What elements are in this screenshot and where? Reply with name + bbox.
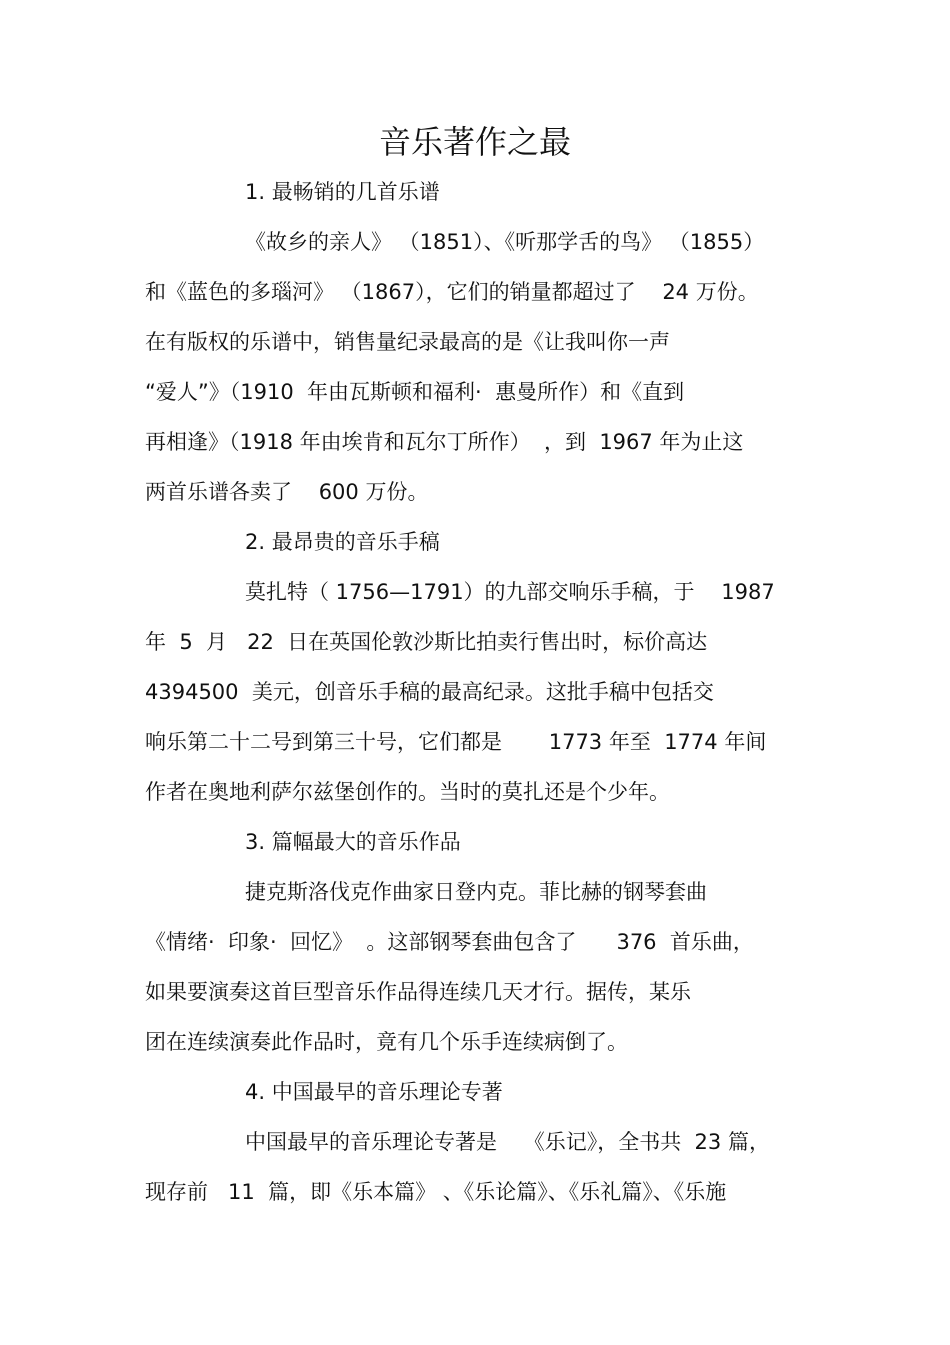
paragraph-line: 如果要演奏这首巨型音乐作品得连续几天才行。据传，某乐 (145, 980, 691, 1004)
paragraph-line: 现存前 11 篇，即《乐本篇》 、《乐论篇》、《乐礼篇》、《乐施 (145, 1180, 727, 1204)
paragraph-line: 4394500 美元，创音乐手稿的最高纪录。这批手稿中包括交 (145, 680, 714, 704)
section-heading-3: 3. 篇幅最大的音乐作品 (245, 830, 461, 854)
paragraph-line: 年 5 月 22 日在英国伦敦沙斯比拍卖行售出时，标价高达 (145, 630, 708, 654)
paragraph-line: “爱人”》（1910 年由瓦斯顿和福利· 惠曼所作）和《直到 (145, 380, 685, 404)
paragraph-line: 莫扎特（ 1756—1791）的九部交响乐手稿，于 1987 (245, 580, 775, 604)
paragraph-line: 捷克斯洛伐克作曲家日登内克。菲比赫的钢琴套曲 (245, 880, 707, 904)
paragraph-line: 在有版权的乐谱中，销售量纪录最高的是《让我叫你一声 (145, 330, 670, 354)
paragraph-line: 和《蓝色的多瑙河》 （1867），它们的销量都超过了 24 万份。 (145, 280, 759, 304)
paragraph-line: 响乐第二十二号到第三十号，它们都是 1773 年至 1774 年间 (145, 730, 767, 754)
paragraph-line: 两首乐谱各卖了 600 万份。 (145, 480, 429, 504)
paragraph-line: 中国最早的音乐理论专著是 《乐记》，全书共 23 篇， (245, 1130, 770, 1154)
page-title: 音乐著作之最 (378, 123, 571, 161)
paragraph-line: 再相逢》（1918 年由埃肯和瓦尔丁所作） ，到 1967 年为止这 (145, 430, 744, 454)
paragraph-line: 作者在奥地利萨尔兹堡创作的。当时的莫扎还是个少年。 (145, 780, 670, 804)
paragraph-line: 团在连续演奏此作品时，竟有几个乐手连续病倒了。 (145, 1030, 628, 1054)
section-heading-4: 4. 中国最早的音乐理论专著 (245, 1080, 503, 1104)
section-heading-2: 2. 最昂贵的音乐手稿 (245, 530, 440, 554)
paragraph-line: 《情绪· 印象· 回忆》 。这部钢琴套曲包含了 376 首乐曲， (145, 930, 754, 954)
section-heading-1: 1. 最畅销的几首乐谱 (245, 180, 440, 204)
paragraph-line: 《故乡的亲人》 （1851）、《听那学舌的鸟》 （1855） (245, 230, 765, 254)
